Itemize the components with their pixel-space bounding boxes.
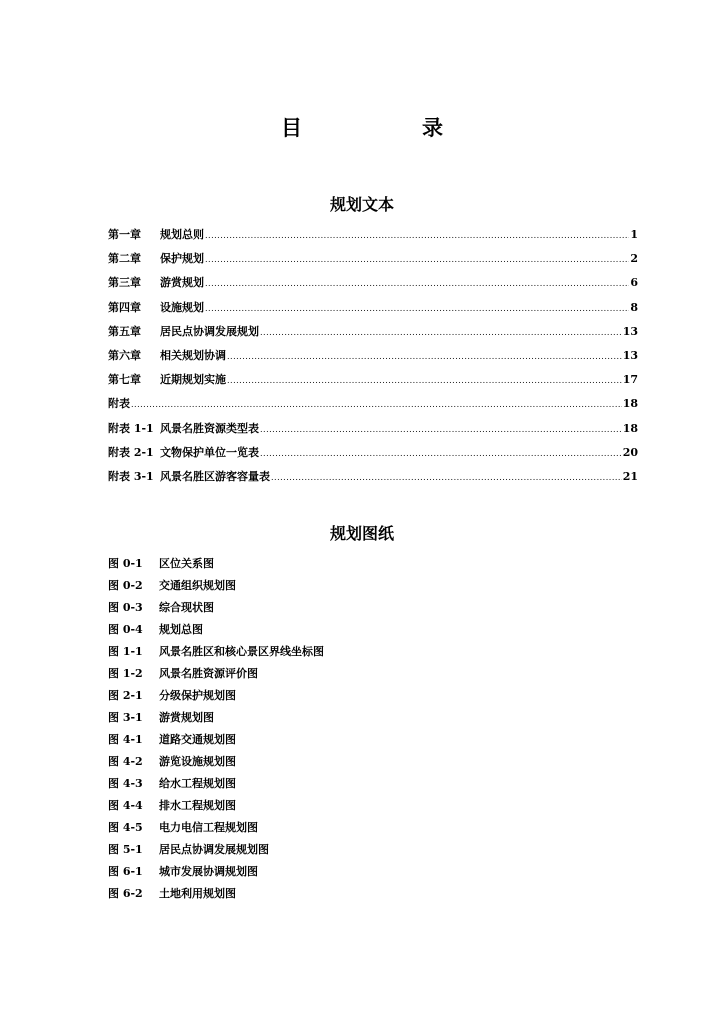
toc-dot-leader — [205, 276, 629, 289]
toc-entry-title: 近期规划实施 — [160, 373, 226, 387]
drawing-number: 图 5-1 — [108, 843, 143, 856]
drawing-title: 给水工程规划图 — [159, 777, 236, 790]
drawing-title: 电力电信工程规划图 — [159, 821, 258, 834]
drawing-title: 区位关系图 — [159, 557, 214, 570]
toc-dot-leader — [205, 228, 629, 241]
toc-entry-chapter: 附表 3-1 — [108, 469, 154, 483]
drawing-title: 游赏规划图 — [159, 711, 214, 724]
toc-entry-label — [108, 299, 204, 315]
drawing-title: 风景名胜资源评价图 — [159, 667, 258, 680]
toc-entry-title: 文物保护单位一览表 — [160, 445, 259, 459]
drawing-title: 交通组织规划图 — [159, 579, 236, 592]
toc-entry-label — [108, 226, 204, 242]
drawing-number: 图 4-4 — [108, 799, 143, 812]
toc-entry-title: 保护规划 — [160, 252, 204, 266]
toc-dot-leader — [260, 325, 622, 338]
toc-entry-title: 相关规划协调 — [160, 348, 226, 362]
toc-entry-page: 8 — [630, 300, 638, 314]
drawing-number: 图 6-1 — [108, 865, 143, 878]
drawing-number: 图 4-5 — [108, 821, 143, 834]
toc-dot-leader — [131, 397, 622, 410]
toc-entry-chapter: 第四章 — [108, 300, 141, 314]
toc-entry-label — [108, 250, 204, 266]
drawing-entry[interactable] — [108, 753, 508, 775]
toc-entry[interactable] — [108, 274, 638, 298]
drawing-number: 图 0-2 — [108, 579, 143, 592]
toc-entry[interactable] — [108, 468, 638, 492]
drawing-number: 图 1-2 — [108, 667, 143, 680]
drawing-number: 图 4-1 — [108, 733, 143, 746]
toc-dot-leader — [227, 373, 622, 386]
drawing-title: 综合现状图 — [159, 601, 214, 614]
drawing-entry[interactable] — [108, 665, 508, 687]
toc-entry-title: 游赏规划 — [160, 276, 204, 290]
section-heading-drawings: 规划图纸 — [329, 524, 394, 543]
toc-entry-label — [108, 274, 204, 290]
drawing-entry[interactable] — [108, 819, 508, 841]
toc-entry-chapter: 第一章 — [108, 228, 141, 241]
drawing-title: 排水工程规划图 — [159, 799, 236, 812]
toc-entry[interactable] — [108, 395, 638, 419]
drawing-entry[interactable] — [108, 599, 508, 621]
toc-entry-title: 设施规划 — [160, 300, 204, 314]
toc-entry-title: 风景名胜资源类型表 — [160, 421, 259, 435]
drawing-entry[interactable] — [108, 577, 508, 599]
drawing-entry[interactable] — [108, 687, 508, 709]
drawing-title: 分级保护规划图 — [159, 689, 236, 702]
toc-entry-chapter: 第二章 — [108, 252, 141, 266]
toc-entry-page: 13 — [622, 348, 638, 362]
toc-entry-label — [108, 347, 226, 363]
drawing-entry[interactable] — [108, 841, 508, 863]
toc-dot-leader — [260, 422, 622, 435]
drawing-number: 图 0-1 — [108, 557, 143, 570]
drawing-number: 图 6-2 — [108, 887, 143, 900]
toc-entry-page: 18 — [622, 397, 638, 411]
toc-entry[interactable] — [108, 347, 638, 371]
toc-entry-page: 6 — [630, 276, 638, 290]
drawing-title: 道路交通规划图 — [159, 733, 236, 746]
drawing-title: 土地利用规划图 — [159, 887, 236, 900]
toc-entry-title: 风景名胜区游客容量表 — [160, 469, 270, 483]
toc-dot-leader — [205, 252, 629, 265]
toc-entry[interactable] — [108, 420, 638, 444]
drawing-number: 图 4-2 — [108, 755, 143, 768]
toc-dot-leader — [227, 349, 622, 362]
toc-entry-chapter: 附表 — [108, 397, 130, 411]
toc-entry-label — [108, 323, 259, 339]
toc-entry-page: 1 — [630, 228, 638, 241]
section-heading-text: 规划文本 — [329, 195, 394, 214]
toc-entry-title: 规划总则 — [160, 228, 204, 241]
toc-entry[interactable] — [108, 323, 638, 347]
toc-entry-page: 18 — [622, 421, 638, 435]
toc-entry-chapter: 第三章 — [108, 276, 141, 290]
drawing-entry[interactable] — [108, 731, 508, 753]
drawing-entry[interactable] — [108, 797, 508, 819]
toc-entry-chapter: 第六章 — [108, 348, 141, 362]
toc-entry-label — [108, 468, 270, 484]
toc-list — [108, 226, 638, 492]
toc-entry-page: 21 — [622, 469, 638, 483]
drawing-entry[interactable] — [108, 885, 508, 907]
toc-entry[interactable] — [108, 371, 638, 395]
toc-dot-leader — [205, 301, 629, 314]
drawing-entry[interactable] — [108, 555, 508, 577]
drawing-title: 游览设施规划图 — [159, 755, 236, 768]
drawing-entry[interactable] — [108, 775, 508, 797]
drawing-entry[interactable] — [108, 621, 508, 643]
toc-entry[interactable] — [108, 444, 638, 468]
drawing-number: 图 1-1 — [108, 645, 143, 658]
toc-entry-label — [108, 420, 259, 436]
drawing-entry[interactable] — [108, 643, 508, 665]
toc-entry-label — [108, 371, 226, 387]
drawing-number: 图 0-3 — [108, 601, 143, 614]
toc-entry-chapter: 附表 2-1 — [108, 445, 154, 459]
drawing-number: 图 3-1 — [108, 711, 143, 724]
page-title: 目 录 — [281, 116, 469, 140]
drawing-list — [108, 555, 508, 907]
toc-entry-label — [108, 395, 130, 411]
toc-entry[interactable] — [108, 250, 638, 274]
drawing-entry[interactable] — [108, 709, 508, 731]
drawing-entry[interactable] — [108, 863, 508, 885]
toc-entry-page: 2 — [630, 252, 638, 266]
toc-entry[interactable] — [108, 299, 638, 323]
drawing-title: 城市发展协调规划图 — [159, 865, 258, 878]
toc-entry-chapter: 附表 1-1 — [108, 421, 154, 435]
drawing-number: 图 4-3 — [108, 777, 143, 790]
toc-entry-page: 17 — [622, 373, 638, 387]
toc-entry[interactable] — [108, 226, 638, 250]
toc-entry-title: 居民点协调发展规划 — [160, 324, 259, 338]
drawing-title: 居民点协调发展规划图 — [159, 843, 269, 856]
toc-dot-leader — [260, 446, 622, 459]
toc-entry-page: 13 — [622, 324, 638, 338]
toc-entry-chapter: 第五章 — [108, 324, 141, 338]
drawing-title: 风景名胜区和核心景区界线坐标图 — [159, 645, 324, 658]
drawing-number: 图 0-4 — [108, 623, 143, 636]
toc-entry-page: 20 — [622, 445, 638, 459]
drawing-number: 图 2-1 — [108, 689, 143, 702]
toc-entry-label — [108, 444, 259, 460]
toc-entry-chapter: 第七章 — [108, 373, 141, 387]
toc-dot-leader — [271, 470, 622, 483]
drawing-title: 规划总图 — [159, 623, 203, 636]
